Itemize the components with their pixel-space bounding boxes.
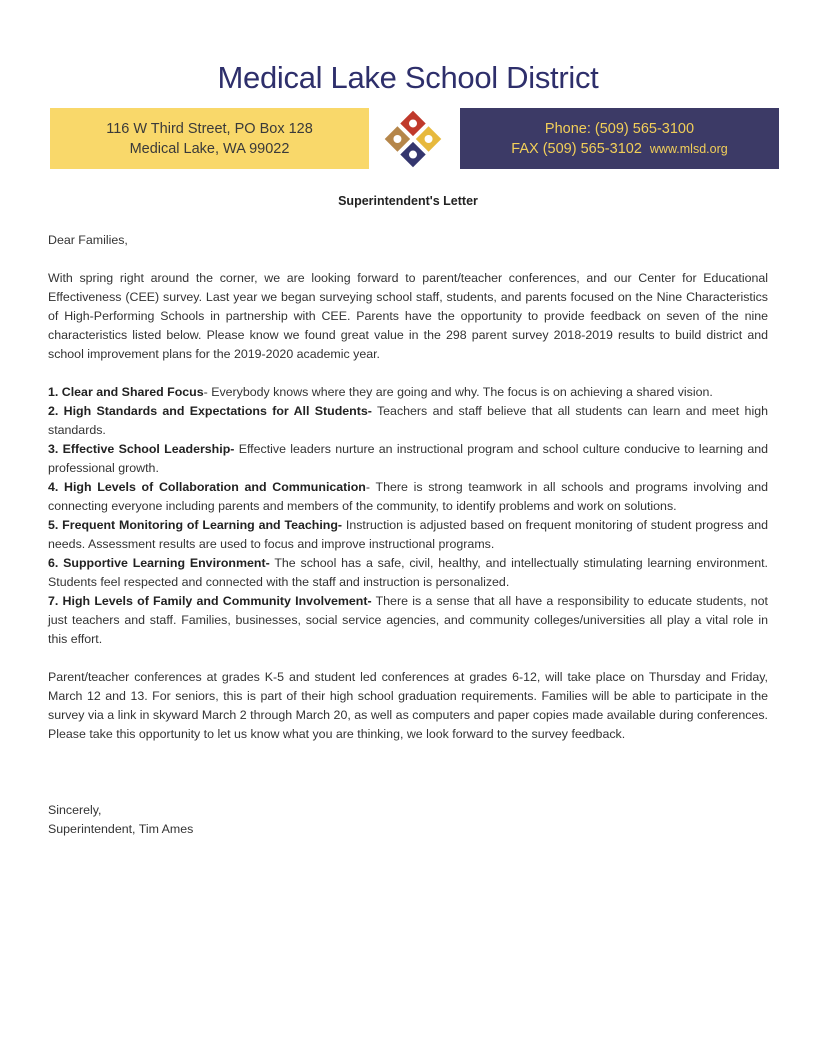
characteristic-item xyxy=(48,554,768,592)
characteristic-text: The school has a safe, civil, healthy, and intellectually stimulating learning environment. Students feel respected and connected with the staff and instruction is personalized. xyxy=(48,556,768,589)
characteristic-heading: 6. Supportive Learning Environment- xyxy=(48,556,270,570)
fax-number: FAX (509) 565-3102 xyxy=(511,140,642,157)
address-box xyxy=(50,108,369,169)
contact-box xyxy=(460,108,779,169)
district-title: Medical Lake School District xyxy=(217,60,599,95)
letter-title: Superintendent's Letter xyxy=(338,194,478,208)
website-link[interactable]: www.mlsd.org xyxy=(649,141,728,156)
characteristic-heading: 1. Clear and Shared Focus xyxy=(48,385,204,399)
characteristic-text: - There is strong teamwork in all schools and programs involving and connecting everyone including parents and members of the community, to identify problems and work on solutions. xyxy=(48,480,768,513)
characteristic-text: Instruction is adjusted based on frequent monitoring of student progress and needs. Assessment results are used to focus and improve instructional programs. xyxy=(48,518,768,551)
characteristic-text: Effective leaders nurture an instructional program and school culture conducive to learning and professional growth. xyxy=(48,442,768,475)
characteristics-list xyxy=(48,383,768,649)
characteristic-item xyxy=(48,478,768,516)
characteristic-item xyxy=(48,516,768,554)
characteristic-heading: 7. High Levels of Family and Community Involvement- xyxy=(48,594,372,608)
intro-paragraph: With spring right around the corner, we are looking forward to parent/teacher conferences, and our Center for Educational Effectiveness (CEE) survey. Last year we began surveying school staff, students, and parents focused on the Nine Characteristics of High-Performing Schools in partnership with CEE. Parents have the opportunity to provide feedback on seven of the nine characteristics listed below. Please know we found great value in the 298 parent survey 2018-2019 results to build district and school improvement plans for the 2019-2020 academic year. xyxy=(48,271,768,361)
phone-number: Phone: (509) 565-3100 xyxy=(544,120,695,137)
address-line-2: Medical Lake, WA 99022 xyxy=(129,140,290,157)
characteristic-text: - Everybody knows where they are going and why. The focus is on achieving a shared vision. xyxy=(203,385,713,399)
characteristic-item xyxy=(48,592,768,649)
characteristic-text: There is a sense that all have a responsibility to educate students, not just teachers and staff. Families, businesses, social service agencies, and community colleges/universities all play a vital role in this effort. xyxy=(48,594,768,646)
characteristic-text: Teachers and staff believe that all students can learn and meet high standards. xyxy=(48,404,768,437)
characteristic-heading: 4. High Levels of Collaboration and Communication xyxy=(48,480,366,494)
characteristic-heading: 2. High Standards and Expectations for All Students- xyxy=(48,404,372,418)
greeting: Dear Families, xyxy=(48,233,128,247)
signature: Superintendent, Tim Ames xyxy=(48,822,194,836)
characteristic-item xyxy=(48,383,768,402)
letter-body xyxy=(48,231,768,839)
characteristic-heading: 3. Effective School Leadership- xyxy=(48,442,235,456)
characteristic-heading: 5. Frequent Monitoring of Learning and Teaching- xyxy=(48,518,343,532)
district-logo-icon xyxy=(383,109,443,169)
conferences-paragraph: Parent/teacher conferences at grades K-5 and student led conferences at grades 6-12, will take place on Thursday and Friday, March 12 and 13. For seniors, this is part of their high school graduation requirements. Families will be able to participate in the survey via a link in skyward March 2 through March 20, as well as computers and paper copies made available during conferences. Please take this opportunity to let us know what you are thinking, we look forward to the survey feedback. xyxy=(48,670,768,741)
characteristic-item xyxy=(48,440,768,478)
fax-line xyxy=(511,139,727,159)
characteristic-item xyxy=(48,402,768,440)
closing: Sincerely, xyxy=(48,803,102,817)
address-line-1: 116 W Third Street, PO Box 128 xyxy=(106,120,313,137)
